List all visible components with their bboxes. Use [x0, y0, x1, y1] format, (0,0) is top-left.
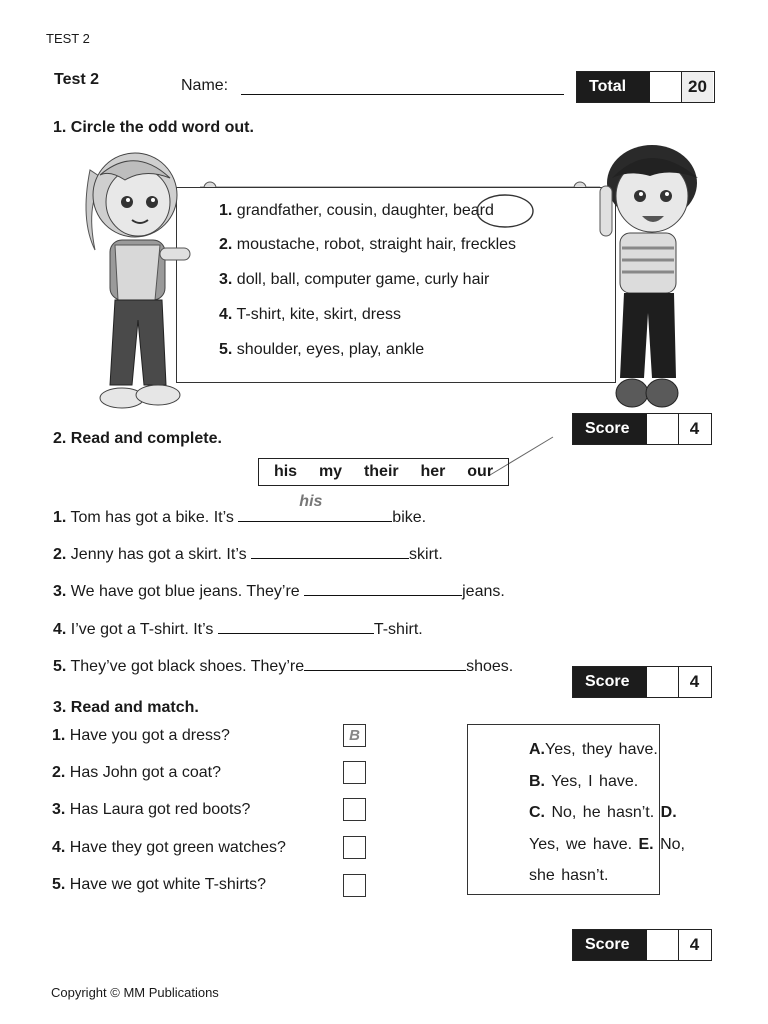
score-value: 4	[689, 672, 700, 691]
answer-checkbox[interactable]	[343, 798, 366, 821]
sentence-before: They’ve got black shoes. They’re	[70, 658, 305, 675]
word-bank	[258, 458, 509, 486]
sentence-after: shoes.	[466, 658, 514, 675]
match-question	[52, 839, 286, 857]
copyright-footer: Copyright © MM Publications	[51, 985, 219, 1000]
name-label: Name:	[181, 77, 229, 94]
question-number: 3.	[52, 801, 66, 818]
option-text: No, she hasn’t.	[529, 835, 685, 884]
answer-checkbox[interactable]: B	[343, 724, 366, 747]
girl-illustration	[70, 140, 195, 415]
question-text: Have they got green watches?	[69, 839, 286, 856]
option-letter: B.	[529, 772, 545, 790]
question-text: Have we got white T-shirts?	[69, 876, 267, 893]
answer-checkbox[interactable]	[343, 836, 366, 859]
answer-checkbox[interactable]	[343, 761, 366, 784]
section2-title: 2. Read and complete.	[53, 430, 222, 447]
boy-illustration	[590, 138, 710, 418]
sentence	[53, 579, 505, 601]
answer-blank[interactable]	[304, 579, 462, 596]
odd-item-text: shoulder, eyes, play, ankle	[236, 341, 425, 358]
section2-score-box	[572, 666, 712, 698]
answer-blank[interactable]	[218, 617, 374, 634]
word-bank-item: my	[318, 463, 343, 480]
odd-item	[219, 202, 494, 220]
option-text: Yes, we have.	[529, 835, 633, 853]
name-field[interactable]	[241, 94, 564, 95]
word-bank-item: her	[420, 463, 446, 480]
option-letter: C.	[529, 804, 545, 821]
match-question	[52, 764, 221, 782]
sentence-number: 2.	[53, 546, 67, 563]
option-letter: E.	[638, 835, 654, 853]
sentence-before: Tom has got a bike. It’s	[70, 509, 239, 526]
answer-text: his	[299, 493, 323, 510]
odd-item-text: moustache, robot, straight hair, freckles	[236, 236, 517, 253]
section3-title: 3. Read and match.	[53, 699, 199, 716]
match-question	[52, 801, 250, 819]
odd-item-number: 1.	[219, 202, 233, 219]
option-letter: A.	[529, 741, 545, 758]
word-bank-item: our	[467, 463, 494, 480]
answer-blank[interactable]	[238, 493, 392, 522]
sentence	[53, 654, 513, 676]
question-number: 4.	[52, 839, 66, 856]
sentence-number: 3.	[53, 583, 67, 600]
score-value: 4	[689, 935, 700, 954]
sentence-after: T-shirt.	[373, 621, 423, 638]
sentence-number: 1.	[53, 509, 67, 526]
total-box	[576, 71, 715, 103]
odd-item	[219, 341, 424, 359]
sentence-before: I’ve got a T-shirt. It’s	[70, 621, 218, 638]
match-question	[52, 876, 266, 894]
sentence-after: skirt.	[409, 546, 443, 563]
question-text: Have you got a dress?	[69, 727, 230, 744]
score-label: Score	[573, 930, 647, 960]
score-label: Score	[573, 667, 647, 697]
total-blank	[650, 72, 682, 102]
sentence-after: jeans.	[462, 583, 505, 600]
option-text: Yes, they have.	[545, 741, 658, 758]
odd-item	[219, 306, 401, 324]
word-bank-item: their	[363, 463, 399, 480]
sentence	[53, 542, 443, 564]
total-label: Total	[577, 72, 650, 102]
sentence-before: Jenny has got a skirt. It’s	[70, 546, 252, 563]
sentence-number: 4.	[53, 621, 67, 638]
question-number: 5.	[52, 876, 66, 893]
option-text: Yes, I have.	[551, 772, 639, 790]
sentence-before: We have got blue jeans. They’re	[70, 583, 305, 600]
sentence-number: 5.	[53, 658, 67, 675]
section3-score-box	[572, 929, 712, 961]
option-text: No, he hasn’t.	[551, 804, 655, 821]
odd-item-text: doll, ball, computer game, curly hair	[236, 271, 490, 288]
odd-item	[219, 236, 516, 254]
score-blank	[647, 930, 679, 960]
section1-title: 1. Circle the odd word out.	[53, 119, 254, 136]
odd-item-text: T-shirt, kite, skirt, dress	[236, 306, 401, 323]
question-number: 2.	[52, 764, 66, 781]
score-value: 4	[689, 419, 700, 438]
circle-mark	[475, 193, 535, 229]
sentence	[53, 493, 427, 527]
answer-checkbox[interactable]	[343, 874, 366, 897]
page-header-label: TEST 2	[46, 31, 90, 46]
question-text: Has John got a coat?	[69, 764, 222, 781]
test-title: Test 2	[54, 71, 100, 88]
match-question	[52, 727, 230, 745]
section1-score-box	[572, 413, 712, 445]
answer-options-text	[529, 734, 709, 892]
question-text: Has Laura got red boots?	[69, 801, 251, 818]
odd-item-number: 5.	[219, 341, 233, 358]
question-number: 1.	[52, 727, 66, 744]
total-value: 20	[682, 72, 713, 102]
answer-blank[interactable]	[304, 654, 466, 671]
option-letter: D.	[660, 804, 677, 821]
odd-item-text: grandfather, cousin, daughter, beard	[236, 202, 494, 219]
odd-item-number: 4.	[219, 306, 233, 323]
word-bank-item: his	[273, 463, 298, 480]
odd-item	[219, 271, 489, 289]
answer-blank[interactable]	[251, 542, 409, 559]
score-blank	[647, 414, 679, 444]
odd-item-number: 2.	[219, 236, 233, 253]
score-label: Score	[573, 414, 647, 444]
odd-item-number: 3.	[219, 271, 233, 288]
sentence-after: bike.	[392, 509, 427, 526]
sentence	[53, 617, 423, 639]
score-blank	[647, 667, 679, 697]
